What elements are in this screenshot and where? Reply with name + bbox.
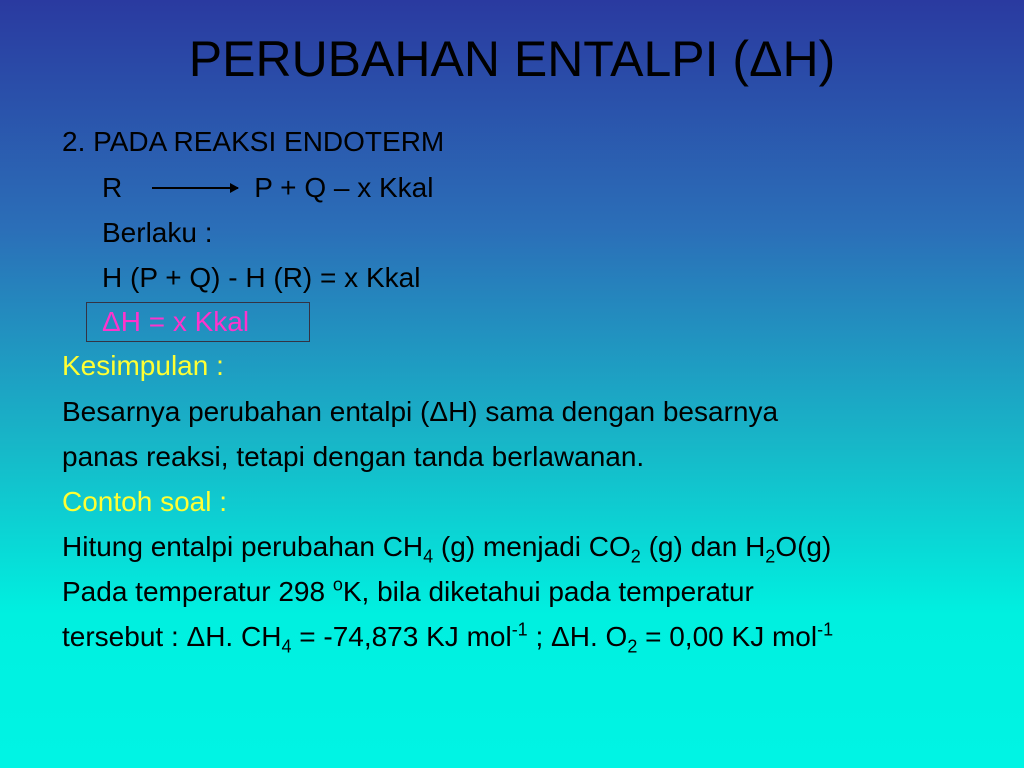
contoh-line-3 xyxy=(62,619,834,657)
products: P + Q – x Kkal xyxy=(254,172,434,203)
superscript: -1 xyxy=(817,619,834,640)
contoh-text: (g) dan H xyxy=(640,531,766,562)
contoh-line-2 xyxy=(62,574,754,607)
superscript: -1 xyxy=(511,619,528,640)
section-heading: 2. PADA REAKSI ENDOTERM xyxy=(62,126,445,157)
kesimpulan-text-2: panas reaksi, tetapi dengan tanda berlawanan. xyxy=(62,441,645,472)
subscript: 4 xyxy=(423,546,434,567)
subscript: 4 xyxy=(281,636,292,657)
contoh-text: = -74,873 KJ mol xyxy=(291,621,512,652)
slide-title: PERUBAHAN ENTALPI (ΔH) xyxy=(188,31,836,87)
subscript: 2 xyxy=(627,636,638,657)
contoh-text: (g) menjadi CO xyxy=(433,531,631,562)
contoh-text: tersebut : ΔH. CH xyxy=(62,621,282,652)
right-arrow-icon xyxy=(152,187,238,189)
contoh-text: Hitung entalpi perubahan CH xyxy=(62,531,424,562)
contoh-label: Contoh soal : xyxy=(62,486,227,517)
subscript: 2 xyxy=(630,546,641,567)
subscript: 2 xyxy=(765,546,776,567)
reactant: R xyxy=(102,172,123,203)
kesimpulan-text-1: Besarnya perubahan entalpi (ΔH) sama dengan besarnya xyxy=(62,396,779,427)
contoh-text: K, bila diketahui pada temperatur xyxy=(342,576,754,607)
contoh-text: ; ΔH. O xyxy=(527,621,628,652)
delta-h-result: ΔH = x Kkal xyxy=(102,306,250,337)
kesimpulan-label: Kesimpulan : xyxy=(62,350,224,381)
contoh-line-1 xyxy=(62,531,832,567)
contoh-text: Pada temperatur 298 xyxy=(62,576,333,607)
enthalpy-equation: H (P + Q) - H (R) = x Kkal xyxy=(102,262,421,293)
contoh-text: = 0,00 KJ mol xyxy=(637,621,818,652)
contoh-text: O(g) xyxy=(775,531,832,562)
reaction-line xyxy=(102,174,433,202)
superscript: o xyxy=(332,574,343,595)
berlaku-label: Berlaku : xyxy=(102,217,213,248)
